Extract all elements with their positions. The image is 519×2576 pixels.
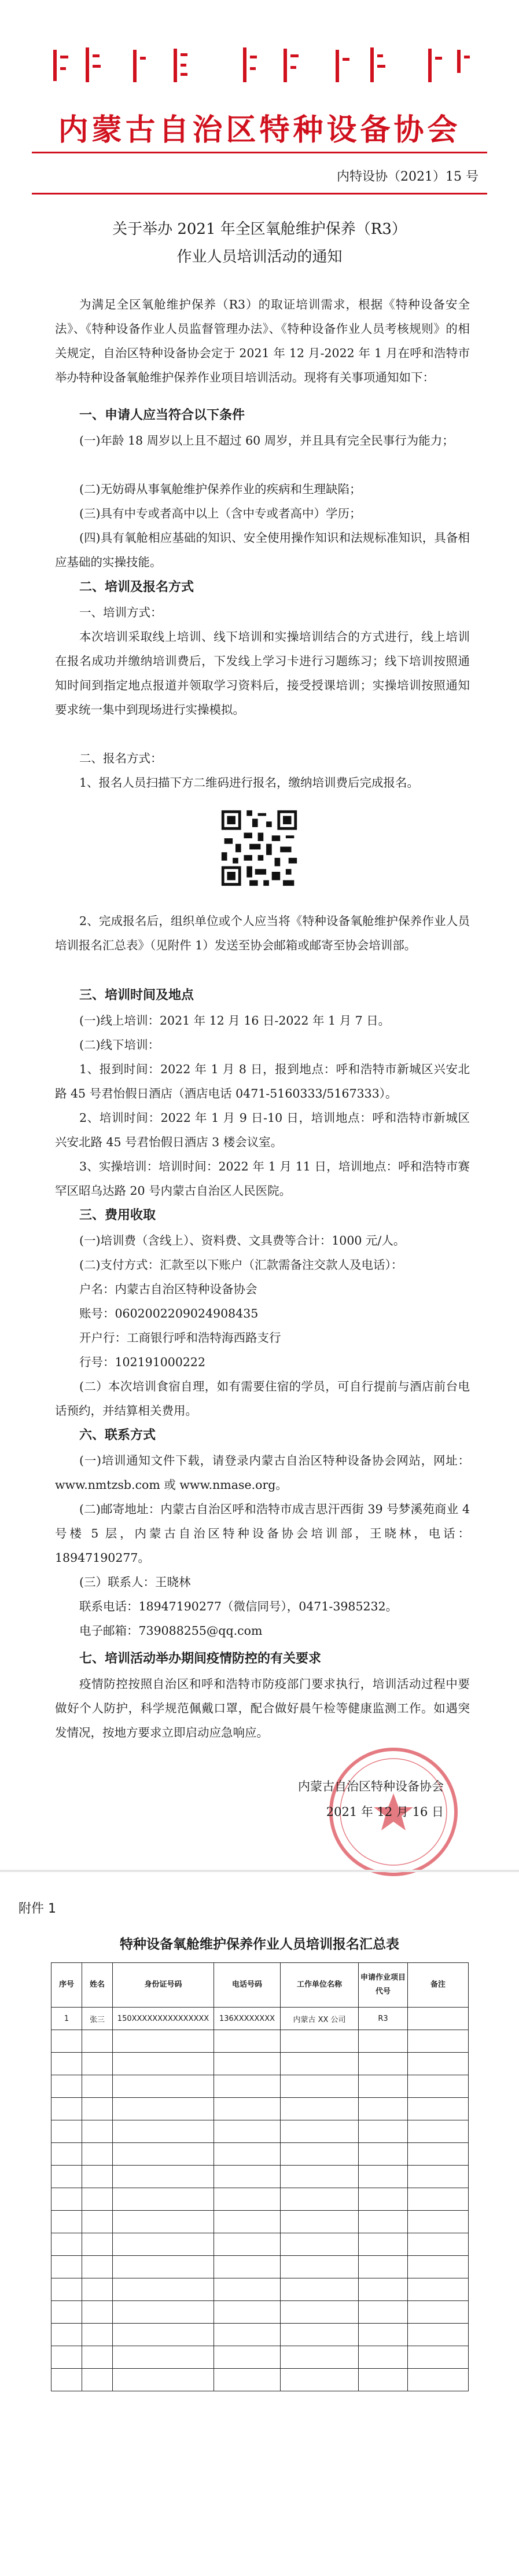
schedule-item: (二)线下培训： [79,1038,160,1052]
empty-table-row [51,2369,469,2391]
empty-cell [214,2053,281,2075]
empty-cell [113,2211,214,2233]
registration-step-2: 2、完成报名后，组织单位或个人应当将《特种设备氧舱维护保养作业人员培训报名汇总表》（见附件 1）发送至协会邮箱或邮寄至协会培训部。 [55,914,470,952]
empty-table-row [51,2278,469,2301]
empty-cell [82,2301,113,2324]
empty-cell [214,2211,281,2233]
empty-cell [214,2301,281,2324]
empty-cell [281,2278,359,2301]
account-name: 户名：内蒙古自治区特种设备协会 [79,1282,257,1296]
table-header-row [51,1963,469,2008]
condition-item: (二)无妨碍从事氧舱维护保养作业的疾病和生理缺陷； [79,482,362,496]
empty-table-row [51,2346,469,2369]
contact-email: 电子邮箱：739088255@qq.com [79,1624,263,1638]
empty-cell [214,2143,281,2166]
annex-title: 特种设备氧舱维护保养作业人员培训报名汇总表 [120,1937,399,1952]
empty-cell [359,2143,408,2166]
empty-cell [214,2278,281,2301]
empty-cell [408,2278,469,2301]
empty-cell [51,2166,82,2188]
empty-cell [113,2030,214,2053]
empty-cell [281,2075,359,2098]
condition-item: (四)具有氧舱相应基础的知识、安全使用操作知识和法规标准知识，具备相应基础的实操技能。 [55,531,470,569]
cell-remark [408,2008,469,2030]
organization-title: 内蒙古自治区特种设备协会 [58,113,461,148]
section-heading-6: 六、联系方式 [79,1428,156,1443]
epidemic-paragraph: 疫情防控按照自治区和呼和浩特市防疫部门要求执行，培训活动过程中要做好个人防护，科学规范佩戴口罩，配合做好晨午检等健康监测工作。如遇突发情况，按地方要求立即启动应急响应。 [55,1677,470,1740]
red-divider [32,152,487,153]
empty-cell [359,2278,408,2301]
empty-cell [359,2211,408,2233]
section-heading-7: 七、培训活动举办期间疫情防控的有关要求 [79,1652,322,1666]
empty-cell [51,2256,82,2278]
condition-item: (一)年龄 18 周岁以上且不超过 60 周岁，并且具有完全民事行为能力； [79,434,454,447]
empty-cell [408,2211,469,2233]
schedule-item: 3、实操培训：培训时间：2022 年 1 月 11 日，培训地点：呼和浩特市赛罕区昭乌达路 20 号内蒙古自治区人民医院。 [55,1159,470,1198]
contact-item: (二)邮寄地址：内蒙古自治区呼和浩特市成吉思汗西街 39 号梦溪苑商业 4 号楼 5 层，内蒙古自治区特种设备协会培训部，王晓林，电话：18947190277。 [55,1502,470,1565]
empty-cell [113,2369,214,2391]
empty-cell [408,2075,469,2098]
empty-cell [113,2143,214,2166]
empty-cell [82,2324,113,2346]
document-number: 内特设协（2021）15 号 [337,170,478,184]
empty-cell [408,2301,469,2324]
empty-cell [82,2369,113,2391]
empty-cell [82,2053,113,2075]
empty-table-row [51,2256,469,2278]
cell-index: 1 [51,2008,82,2030]
empty-cell [359,2256,408,2278]
empty-cell [51,2324,82,2346]
table-row [51,2008,469,2030]
empty-cell [359,2324,408,2346]
section-heading-2: 二、培训及报名方式 [79,580,194,595]
signature-date: 2021 年 12 月 16 日 [326,1805,444,1819]
empty-cell [359,2166,408,2188]
empty-cell [214,2369,281,2391]
empty-cell [113,2188,214,2211]
empty-cell [51,2098,82,2120]
empty-cell [281,2301,359,2324]
fee-item: (二)支付方式：汇款至以下账户（汇款需备注交款人及电话）： [79,1258,403,1272]
section-heading-4: 三、费用收取 [79,1208,156,1223]
empty-cell [51,2233,82,2256]
registration-step-1: 1、报名人员扫描下方二维码进行报名，缴纳培训费后完成报名。 [79,776,419,790]
empty-cell [281,2324,359,2346]
column-header: 备注 [408,1963,469,2008]
accommodation-note: (二）本次培训食宿自理，如有需要住宿的学员，可自行提前与酒店前台电话预约，并结算相关费用。 [55,1379,470,1418]
empty-cell [408,2324,469,2346]
fee-item: (一)培训费（含线上）、资料费、文具费等合计：1000 元/人。 [79,1234,406,1247]
empty-cell [51,2188,82,2211]
empty-cell [408,2256,469,2278]
empty-cell [214,2233,281,2256]
notice-title-line2: 作业人员培训活动的通知 [176,248,343,266]
empty-cell [214,2120,281,2143]
empty-cell [214,2075,281,2098]
section-heading-1: 一、申请人应当符合以下条件 [79,408,245,423]
empty-cell [281,2030,359,2053]
empty-cell [51,2369,82,2391]
empty-table-row [51,2188,469,2211]
empty-cell [408,2346,469,2369]
empty-cell [113,2233,214,2256]
empty-cell [214,2346,281,2369]
empty-cell [281,2369,359,2391]
empty-cell [51,2211,82,2233]
empty-cell [281,2143,359,2166]
empty-cell [359,2233,408,2256]
cell-name: 张三 [82,2008,113,2030]
notice-title-line1: 关于举办 2021 年全区氧舱维护保养（R3） [112,221,407,238]
contact-person: (三）联系人：王晓林 [79,1575,191,1589]
empty-table-row [51,2233,469,2256]
empty-cell [51,2346,82,2369]
empty-cell [214,2098,281,2120]
empty-cell [113,2098,214,2120]
bank-branch: 开户行：工商银行呼和浩特海西路支行 [79,1331,281,1345]
registration-summary-table [51,1962,469,2391]
empty-cell [359,2053,408,2075]
empty-cell [51,2278,82,2301]
intro-paragraph: 为满足全区氧舱维护保养（R3）的取证培训需求，根据《特种设备安全法》、《特种设备作业人员监督管理办法》、《特种设备作业人员考核规则》的相关规定，自治区特种设备协会定于 2021 年 12 月-2022 年 1 月在呼和浩特市举办特种设备氧舱维护保养作业项目培训活动。现将有关事项通知如下： [55,298,470,384]
condition-item: (三)具有中专或者高中以上（含中专或者高中）学历； [79,507,362,520]
empty-cell [113,2053,214,2075]
empty-cell [408,2143,469,2166]
empty-table-row [51,2075,469,2098]
empty-cell [359,2075,408,2098]
empty-cell [281,2211,359,2233]
contact-phone: 联系电话：18947190277（微信同号），0471-3985232。 [79,1599,398,1613]
empty-cell [359,2301,408,2324]
empty-cell [82,2166,113,2188]
empty-cell [113,2278,214,2301]
empty-cell [82,2233,113,2256]
empty-cell [51,2120,82,2143]
red-divider-bottom [32,193,487,195]
column-header: 工作单位名称 [281,1963,359,2008]
empty-table-row [51,2098,469,2120]
empty-cell [359,2098,408,2120]
annex-label: 附件 1 [19,1902,56,1916]
empty-table-row [51,2166,469,2188]
empty-cell [51,2030,82,2053]
empty-cell [281,2053,359,2075]
empty-cell [408,2233,469,2256]
cell-operation-code: R3 [359,2008,408,2030]
empty-cell [113,2166,214,2188]
empty-cell [359,2346,408,2369]
empty-cell [408,2030,469,2053]
empty-cell [82,2211,113,2233]
empty-cell [113,2120,214,2143]
empty-cell [214,2030,281,2053]
empty-table-row [51,2211,469,2233]
column-header: 序号 [51,1963,82,2008]
empty-cell [82,2098,113,2120]
empty-cell [51,2143,82,2166]
column-header: 申请作业项目代号 [359,1963,408,2008]
schedule-item: (一)线上培训：2021 年 12 月 16 日-2022 年 1 月 7 日。 [79,1014,391,1028]
empty-cell [51,2075,82,2098]
empty-cell [82,2120,113,2143]
contact-item: (一)培训通知文件下载，请登录内蒙古自治区特种设备协会网站，网址：www.nmtzsb.com 或 www.nmase.org。 [55,1454,470,1492]
column-header: 电话号码 [214,1963,281,2008]
empty-cell [281,2098,359,2120]
schedule-item: 2、培训时间：2022 年 1 月 9 日-10 日，培训地点：呼和浩特市新城区兴安北路 45 号君怡假日酒店 3 楼会议室。 [55,1111,470,1149]
empty-cell [214,2166,281,2188]
empty-cell [281,2120,359,2143]
training-method-paragraph: 本次培训采取线上培训、线下培训和实操培训结合的方式进行，线上培训在报名成功并缴纳培训费后，下发线上学习卡进行习题练习；线下培训按照通知时间到指定地点报道并领取学习资料后，接受授课培训；实操培训按照通知要求统一集中到现场进行实操模拟。 [55,630,470,717]
empty-cell [82,2188,113,2211]
empty-cell [214,2256,281,2278]
empty-cell [281,2188,359,2211]
empty-table-row [51,2030,469,2053]
empty-cell [113,2075,214,2098]
empty-cell [281,2256,359,2278]
empty-cell [359,2369,408,2391]
empty-cell [113,2324,214,2346]
account-number: 账号：0602002209024908435 [79,1307,259,1320]
empty-cell [359,2120,408,2143]
cell-id-number: 150XXXXXXXXXXXXXXX [113,2008,214,2030]
empty-table-row [51,2301,469,2324]
empty-cell [82,2143,113,2166]
empty-cell [82,2030,113,2053]
bank-code: 行号：102191000222 [79,1355,206,1369]
cell-employer: 内蒙古 XX 公司 [281,2008,359,2030]
empty-cell [214,2188,281,2211]
mongolian-header-script [0,42,519,88]
section-heading-3: 三、培训时间及地点 [79,988,194,1003]
page-separator [0,1870,519,1872]
empty-table-row [51,2324,469,2346]
empty-cell [408,2166,469,2188]
empty-table-row [51,2053,469,2075]
empty-cell [82,2256,113,2278]
empty-cell [82,2346,113,2369]
empty-cell [359,2030,408,2053]
column-header: 姓名 [82,1963,113,2008]
empty-cell [359,2188,408,2211]
empty-cell [408,2369,469,2391]
empty-cell [82,2075,113,2098]
empty-cell [408,2188,469,2211]
empty-cell [408,2098,469,2120]
empty-cell [113,2346,214,2369]
empty-cell [82,2278,113,2301]
registration-qr-code[interactable] [219,808,300,889]
registration-method-label: 二、报名方式： [79,751,163,765]
cell-phone: 136XXXXXXXX [214,2008,281,2030]
empty-cell [408,2053,469,2075]
empty-cell [214,2324,281,2346]
empty-table-row [51,2120,469,2143]
column-header: 身份证号码 [113,1963,214,2008]
empty-cell [113,2301,214,2324]
empty-cell [281,2166,359,2188]
empty-cell [281,2346,359,2369]
empty-cell [113,2256,214,2278]
empty-cell [51,2053,82,2075]
schedule-item: 1、报到时间：2022 年 1 月 8 日，报到地点：呼和浩特市新城区兴安北路 45 号君怡假日酒店（酒店电话 0471-5160333/5167333）。 [55,1062,470,1100]
empty-cell [281,2233,359,2256]
training-method-label: 一、培训方式： [79,606,163,619]
empty-table-row [51,2143,469,2166]
signature-organization: 内蒙古自治区特种设备协会 [298,1779,444,1793]
empty-cell [408,2120,469,2143]
empty-cell [51,2301,82,2324]
